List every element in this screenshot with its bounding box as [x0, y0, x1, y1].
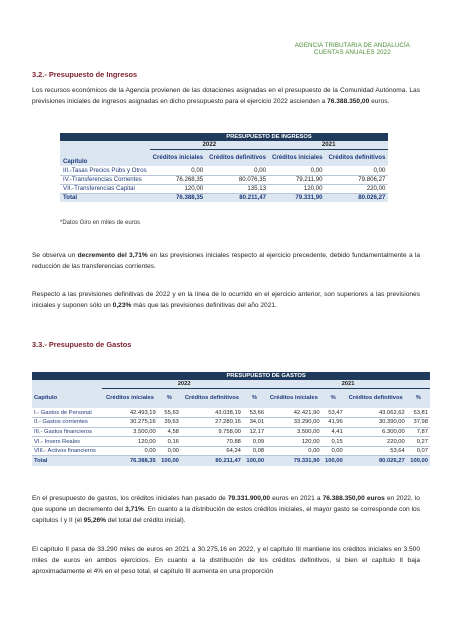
ingresos-table: [60, 133, 388, 202]
ingresos-table-title: PRESUPUESTO DE INGRESOS: [150, 133, 389, 141]
cell: 4,41: [322, 427, 345, 437]
section-heading-ingresos: 3.2.- Presupuesto de Ingresos: [32, 70, 138, 79]
cell: 120,00: [102, 437, 157, 447]
cell: 76.268,35: [150, 175, 206, 184]
gastos-paragraph-2: El capítulo II pasa de 33.290 miles de euros en 2021 a 30.275,16 en 2022, y el capítulo III mantiene los créditos iniciales en 3.500 miles de euros en ambos ejercicios. En cuanto a la distribución de los créditos definitivos, si bien el capítulo II baja aproximadamente el 4% en el peso total, el capítulo III aumenta en una proporción: [32, 546, 420, 575]
cell: 27.280,16: [181, 418, 243, 428]
col-creditos-iniciales-2021: Créditos iniciales: [266, 388, 321, 408]
page-header: [295, 42, 410, 57]
cell: 0,00: [322, 446, 345, 456]
cell: 0,00: [266, 446, 321, 456]
cell: 33.290,00: [266, 418, 321, 428]
cell: 0,09: [243, 437, 266, 447]
cell: 76.388,35: [150, 193, 206, 202]
cell: 3.500,00: [102, 427, 157, 437]
cell: 39,63: [158, 418, 181, 428]
cell: 43.038,19: [181, 408, 243, 418]
cell: 64,24: [181, 446, 243, 456]
cell: 79.331,90: [266, 456, 321, 466]
total-row: [32, 456, 430, 466]
col-pct: %: [407, 388, 430, 408]
col-creditos-definitivos-2022: Créditos definitivos: [181, 388, 243, 408]
cell: 0,00: [102, 446, 157, 456]
cell: 120,00: [150, 184, 206, 193]
col-pct: %: [158, 388, 181, 408]
cell: 80.026,27: [325, 193, 388, 202]
cell: 3.500,00: [266, 427, 321, 437]
col-creditos-definitivos-2021: Créditos definitivos: [345, 388, 407, 408]
col-capitulo: Capítulo: [32, 388, 102, 408]
cell: 0,00: [150, 166, 206, 175]
cell: 41,96: [322, 418, 345, 428]
cell: 79.331,90: [269, 193, 325, 202]
cell: 220,00: [325, 184, 388, 193]
table-row: [32, 427, 430, 437]
section-heading-gastos: 3.3.- Presupuesto de Gastos: [32, 340, 132, 349]
row-label: VI.- Invers Reales: [32, 437, 102, 447]
ingresos-year-2021: 2021: [269, 141, 388, 149]
gastos-table-title: PRESUPUESTO DE GASTOS: [102, 372, 430, 380]
cell: 37,98: [407, 418, 430, 428]
total-label: Total: [32, 456, 102, 466]
col-capitulo: Capítulo: [60, 149, 150, 166]
row-label: IV.-Transferencias Corrientes: [60, 175, 150, 184]
col-creditos-iniciales-2022: Créditos iniciales: [102, 388, 157, 408]
gastos-year-2022: 2022: [102, 380, 266, 388]
cell: 76.388,35: [102, 456, 157, 466]
table-row: [60, 184, 388, 193]
col-creditos-iniciales-2022: Créditos iniciales: [150, 149, 206, 166]
col-creditos-iniciales-2021: Créditos iniciales: [269, 149, 325, 166]
cell: 80.076,35: [206, 175, 269, 184]
cell: 53,66: [243, 408, 266, 418]
cell: 100,00: [243, 456, 266, 466]
agency-name: AGENCIA TRIBUTARIA DE ANDALUCÍA: [294, 42, 410, 49]
table-row: [32, 437, 430, 447]
cell: 0,16: [158, 437, 181, 447]
ingresos-paragraph-2: Se observa un decremento del 3,71% en las previsiones iniciales respecto al ejercicio precedente, debido fundamentalmente a la reducción de las transferencias corrientes.: [32, 252, 420, 270]
cell: 0,08: [243, 446, 266, 456]
table-row: [32, 418, 430, 428]
col-pct: %: [243, 388, 266, 408]
col-pct: %: [322, 388, 345, 408]
col-creditos-definitivos-2022: Créditos definitivos: [206, 149, 269, 166]
cell: 135,13: [206, 184, 269, 193]
cell: 0,27: [407, 437, 430, 447]
row-label: VIII.- Activos financieros: [32, 446, 102, 456]
cell: 80.026,27: [345, 456, 407, 466]
cell: 100,00: [407, 456, 430, 466]
cell: 30.390,00: [345, 418, 407, 428]
row-label: III.- Gastos financieros: [32, 427, 102, 437]
ingresos-year-2022: 2022: [150, 141, 269, 149]
cell: 0,00: [325, 166, 388, 175]
cell: 100,00: [322, 456, 345, 466]
cell: 53,81: [407, 408, 430, 418]
cell: 34,01: [243, 418, 266, 428]
gastos-paragraph-1: En el presupuesto de gastos, los créditos iniciales han pasado de 79.331.900,00 euros en 2021 a 76.388.350,00 euros en 2022, lo que supone un decremento del 3,71%. En cuanto a la distribución de estos créditos iniciales, el mayor gasto se corresponde con los capítulos I y II (el 95,26% del total del crédito inicial).: [32, 495, 421, 524]
ingresos-intro-paragraph: Los recursos económicos de la Agencia provienen de las dotaciones asignadas en el presupuesto de la Comunidad Autónoma. Las previsiones iniciales de ingresos asignadas en dicho presupuesto para el ejercicio 2022 ascienden a 76.388.350,00 euros.: [32, 87, 420, 105]
table-row: [32, 408, 430, 418]
cell: 0,00: [269, 166, 325, 175]
cell: 120,00: [269, 184, 325, 193]
cell: 6.300,00: [345, 427, 407, 437]
table-row: [60, 166, 388, 175]
cell: 0,07: [407, 446, 430, 456]
cell: 4,58: [158, 427, 181, 437]
cell: 42.421,90: [266, 408, 321, 418]
cell: 53,47: [322, 408, 345, 418]
cell: 80.211,47: [206, 193, 269, 202]
col-creditos-definitivos-2021: Créditos definitivos: [325, 149, 388, 166]
cell: 220,00: [345, 437, 407, 447]
gastos-table: [32, 372, 430, 466]
ingresos-paragraph-3: Respecto a las previsiones definitivas de 2022 y en la línea de lo ocurrido en el ejercicio anterior, son superiores a las previsiones iniciales y suponen sólo un 0,23% más que las previsiones definitivas del año 2021.: [32, 291, 420, 309]
cell: 70,88: [181, 437, 243, 447]
row-label: I.- Gastos de Personal: [32, 408, 102, 418]
cell: 80.211,47: [181, 456, 243, 466]
table-note: *Datos Giro en miles de euros: [60, 220, 141, 226]
cell: 120,00: [266, 437, 321, 447]
cell: 42.493,19: [102, 408, 157, 418]
cell: 79.211,90: [269, 175, 325, 184]
cell: 0,00: [206, 166, 269, 175]
cell: 43.062,62: [345, 408, 407, 418]
total-row: [60, 193, 388, 202]
row-label: III.-Tasas Precios Púbs y Otros: [60, 166, 150, 175]
gastos-year-2021: 2021: [266, 380, 430, 388]
row-label: VII.-Transferencias Capital: [60, 184, 150, 193]
cell: 0,15: [322, 437, 345, 447]
cell: 30.275,16: [102, 418, 157, 428]
cell: 79.806,27: [325, 175, 388, 184]
table-row: [32, 446, 430, 456]
cell: 12,17: [243, 427, 266, 437]
cell: 53,64: [345, 446, 407, 456]
cell: 7,87: [407, 427, 430, 437]
total-label: Total: [60, 193, 150, 202]
cell: 9.758,00: [181, 427, 243, 437]
row-label: II.- Gastos corrientes: [32, 418, 102, 428]
cell: 100,00: [158, 456, 181, 466]
cell: 0,00: [158, 446, 181, 456]
document-subtitle: CUENTAS ANUALES 2022: [313, 49, 391, 57]
cell: 55,63: [158, 408, 181, 418]
table-row: [60, 175, 388, 184]
